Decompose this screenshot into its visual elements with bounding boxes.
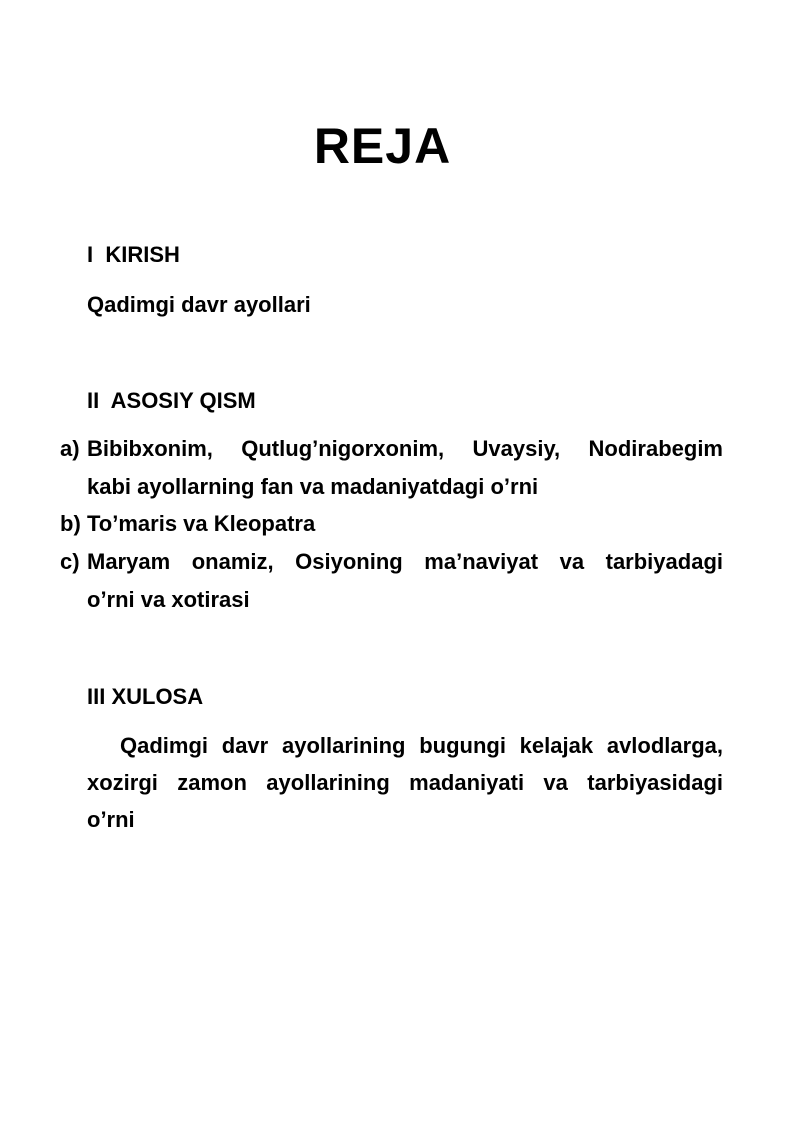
conclusion-line2: xozirgi zamon ayollarining madaniyati va tarbiyasidagi (87, 770, 723, 795)
list-marker-a: a) (60, 436, 80, 461)
section-heading-intro: I KIRISH (87, 242, 180, 267)
list-marker-b: b) (60, 511, 81, 536)
list-item-a-line2: kabi ayollarning fan va madaniyatdagi o’rni (87, 474, 539, 499)
list-item-b-line1: To’maris va Kleopatra (87, 511, 316, 536)
section-heading-main: II ASOSIY QISM (87, 388, 256, 413)
page-title: REJA (313, 118, 452, 174)
section-heading-conclusion: III XULOSA (87, 684, 204, 709)
list-marker-c: c) (60, 549, 80, 574)
conclusion-line1: Qadimgi davr ayollarining bugungi kelajak avlodlarga, (120, 733, 723, 758)
list-item-c-line2: o’rni va xotirasi (87, 587, 250, 612)
list-item-c-line1: Maryam onamiz, Osiyoning ma’naviyat va tarbiyadagi (87, 549, 723, 574)
list-item-a-line1: Bibibxonim, Qutlug’nigorxonim, Uvaysiy, Nodirabegim (87, 436, 723, 461)
conclusion-line3: o’rni (87, 807, 135, 832)
intro-item: Qadimgi davr ayollari (87, 292, 311, 317)
